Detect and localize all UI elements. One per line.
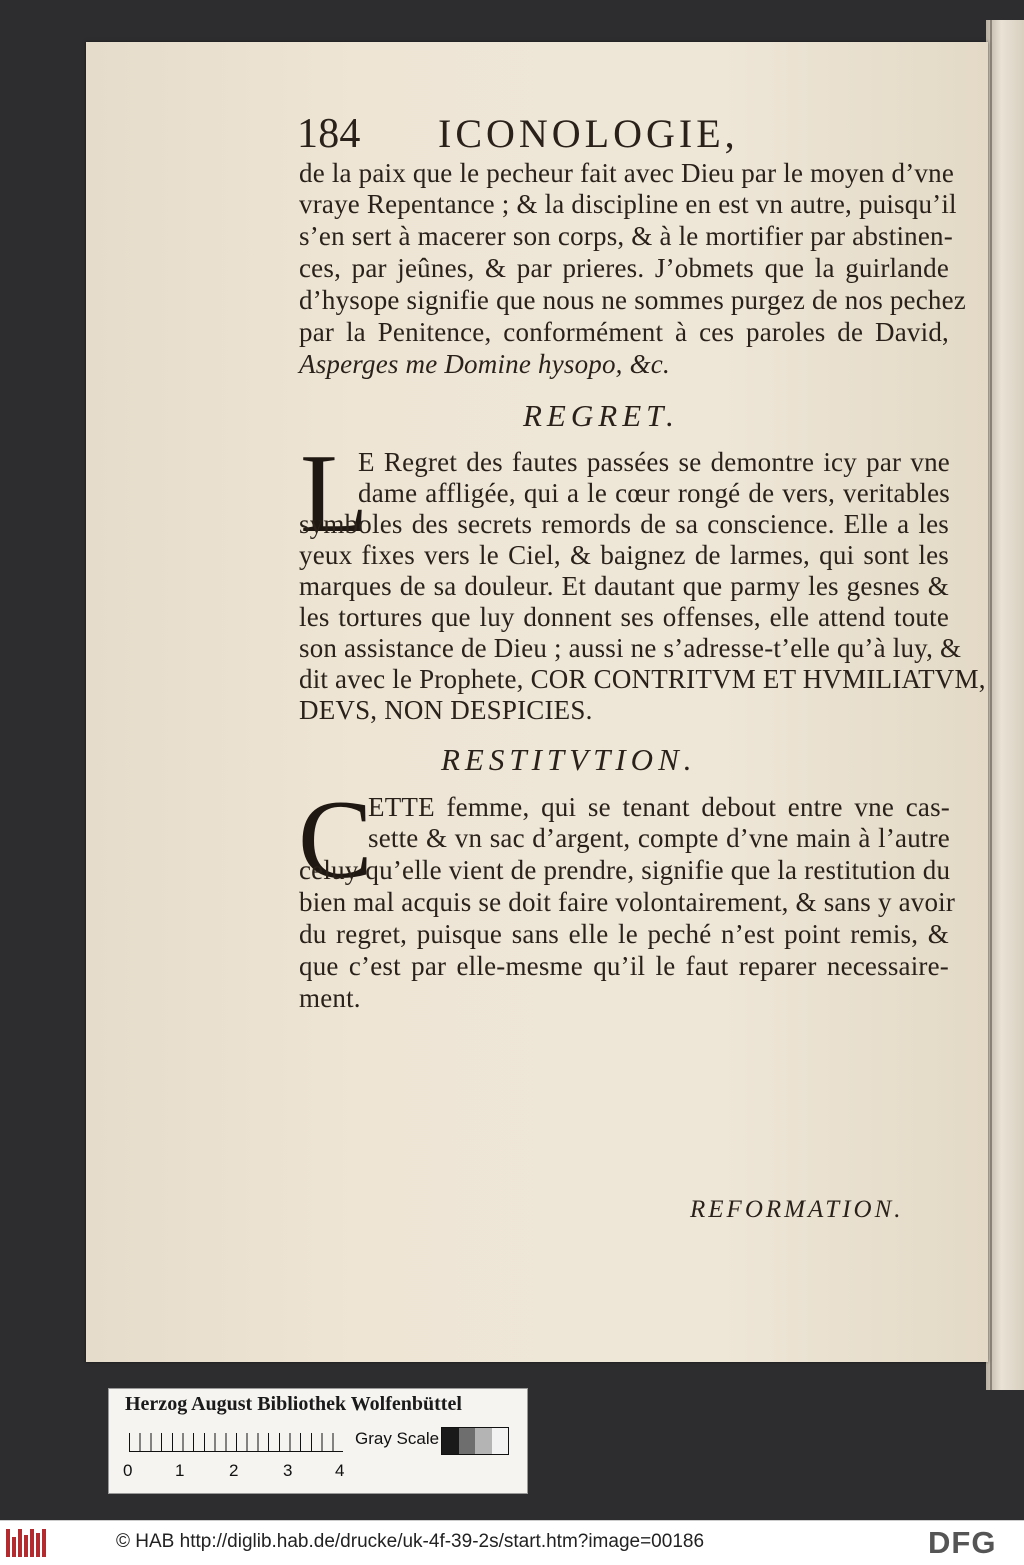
text-line: d’hysope signifie que nous ne sommes purgez de nos pechez	[299, 285, 966, 315]
card-title: Herzog August Bibliothek Wolfenbüttel	[125, 1393, 462, 1415]
text-line: dit avec le Prophete, COR CONTRITVM ET HVMILIATVM,	[299, 664, 986, 694]
text-line: ment.	[299, 983, 361, 1013]
text-line: E Regret des fautes passées se demontre icy par vne	[358, 447, 950, 477]
drop-cap: C	[298, 778, 373, 902]
page-edge	[986, 20, 1024, 1390]
bleed-through-text	[220, 1040, 800, 1200]
text-line: vraye Repentance ; & la discipline en est vn autre, puisqu’il	[299, 189, 957, 219]
text-line-italic: Asperges me Domine hysopo, &c.	[299, 349, 670, 379]
ruler-number: 1	[175, 1461, 185, 1480]
section-title: REGRET.	[523, 398, 679, 433]
text-line: son assistance de Dieu ; aussi ne s’adresse-t’elle qu’à luy, &	[299, 633, 962, 663]
catchword: REFORMATION.	[690, 1196, 904, 1223]
text-line: bien mal acquis se doit faire volontairement, & sans y avoir	[299, 887, 956, 917]
gray-scale-swatches	[441, 1427, 509, 1455]
text-line: ETTE femme, qui se tenant debout entre vne cas-	[368, 792, 950, 822]
text-line: du regret, puisque sans elle le peché n’est point remis, &	[299, 919, 949, 949]
ruler-number: 3	[283, 1461, 293, 1480]
section-title: RESTITVTION.	[441, 742, 697, 777]
text-line: marques de sa douleur. Et dautant que parmy les gesnes &	[299, 571, 949, 601]
text-line: symboles des secrets remords de sa conscience. Elle a les	[299, 509, 949, 539]
page-number: 184	[297, 111, 361, 157]
scale-ruler	[129, 1433, 343, 1452]
text-line: yeux fixes vers le Ciel, & baignez de larmes, qui sont les	[299, 540, 949, 570]
drop-cap: L	[300, 432, 369, 556]
source-link[interactable]: © HAB http://diglib.hab.de/drucke/uk-4f-39-2s/start.htm?image=00186	[116, 1531, 705, 1552]
color-target-card	[108, 1388, 528, 1494]
gray-swatch	[442, 1428, 459, 1454]
text-line: par la Penitence, conformément à ces paroles de David,	[299, 317, 949, 347]
gray-swatch	[492, 1428, 509, 1454]
running-title: ICONOLOGIE,	[438, 111, 739, 156]
dfg-logo: DFG	[928, 1525, 997, 1560]
text-line: celuy qu’elle vient de prendre, signifie que la restitution du	[299, 855, 951, 885]
text-line: que c’est par elle-mesme qu’il le faut reparer necessaire-	[299, 951, 949, 981]
hab-logo-icon	[6, 1529, 46, 1557]
gray-scale-label: Gray Scale	[355, 1429, 440, 1448]
text-line: de la paix que le pecheur fait avec Dieu par le moyen d’vne	[299, 158, 955, 188]
ruler-number: 0	[123, 1461, 133, 1480]
ruler-number: 4	[335, 1461, 345, 1480]
text-line: DEVS, NON DESPICIES.	[299, 695, 593, 725]
text-line: les tortures que luy donnent ses offenses, elle attend toute	[299, 602, 949, 632]
ruler-number: 2	[229, 1461, 239, 1480]
gray-swatch	[459, 1428, 476, 1454]
text-line: ces, par jeûnes, & par prieres. J’obmets que la guirlande	[299, 253, 949, 283]
text-line: dame affligée, qui a le cœur rongé de vers, veritables	[358, 478, 950, 508]
text-line: s’en sert à macerer son corps, & à le mortifier par abstinen-	[299, 221, 953, 251]
text-line: sette & vn sac d’argent, compte d’vne main à l’autre	[368, 823, 950, 853]
footer-bar	[0, 1520, 1024, 1565]
gray-swatch	[475, 1428, 492, 1454]
